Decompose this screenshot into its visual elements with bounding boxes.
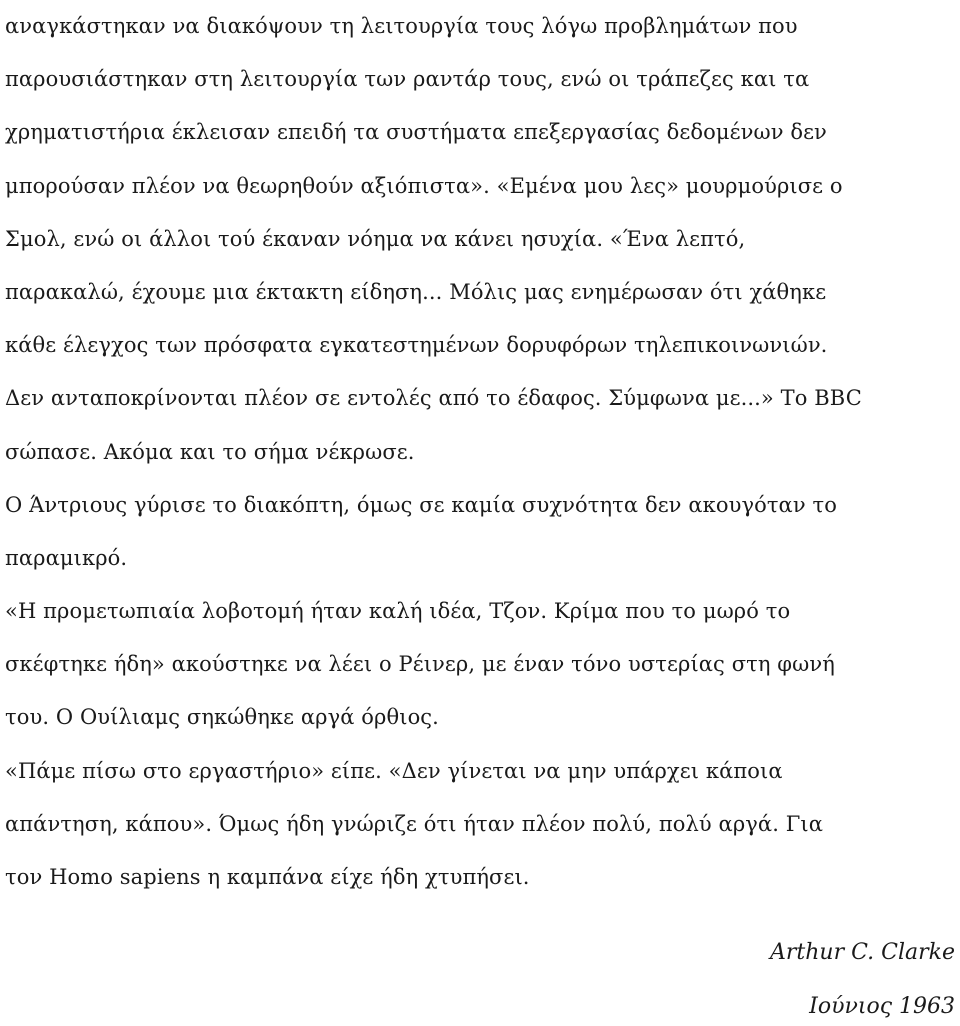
text-line: Σμολ, ενώ οι άλλοι τού έκαναν νόημα να κάνει ησυχία. «Ένα λεπτό, <box>5 226 746 251</box>
text-line: του. Ο Ουίλιαμς σηκώθηκε αργά όρθιος. <box>5 705 439 730</box>
text-line: χρηματιστήρια έκλεισαν επειδή τα συστήματα επεξεργασίας δεδομένων δεν <box>5 120 827 145</box>
text-line: «Η προμετωπιαία λοβοτομή ήταν καλή ιδέα, Τζον. Κρίμα που το μωρό το <box>5 599 791 624</box>
signature-author: Arthur C. Clarke <box>770 940 955 965</box>
signature-date: Ιούνιος 1963 <box>809 994 955 1019</box>
text-line: Δεν ανταποκρίνονται πλέον σε εντολές από το έδαφος. Σύμφωνα με...» Το BBC <box>5 386 862 411</box>
text-line: σώπασε. Ακόμα και το σήμα νέκρωσε. <box>5 439 415 464</box>
text-line: κάθε έλεγχος των πρόσφατα εγκατεστημένων δορυφόρων τηλεπικοινωνιών. <box>5 333 828 358</box>
text-line: σκέφτηκε ήδη» ακούστηκε να λέει ο Ρέινερ, με έναν τόνο υστερίας στη φωνή <box>5 652 835 677</box>
text-line: αναγκάστηκαν να διακόψουν τη λειτουργία τους λόγω προβλημάτων που <box>5 14 798 38</box>
text-line: απάντηση, κάπου». Όμως ήδη γνώριζε ότι ήταν πλέον πολύ, πολύ αργά. Για <box>5 811 824 836</box>
text-line: μπορούσαν πλέον να θεωρηθούν αξιόπιστα». «Εμένα μου λες» μουρμούρισε ο <box>5 173 843 198</box>
text-line: τον Homo sapiens η καμπάνα είχε ήδη χτυπήσει. <box>5 865 530 889</box>
body-text <box>5 0 960 904</box>
text-line: παρουσιάστηκαν στη λειτουργία των ραντάρ τους, ενώ οι τράπεζες και τα <box>5 67 810 92</box>
text-line: Ο Άντριους γύρισε το διακόπτη, όμως σε καμία συχνότητα δεν ακουγόταν το <box>5 492 837 517</box>
text-line: «Πάμε πίσω στο εργαστήριο» είπε. «Δεν γίνεται να μην υπάρχει κάποια <box>5 758 783 783</box>
text-line: παρακαλώ, έχουμε μια έκτακτη είδηση... Μόλις μας ενημέρωσαν ότι χάθηκε <box>5 279 827 304</box>
text-line: παραμικρό. <box>5 545 128 570</box>
